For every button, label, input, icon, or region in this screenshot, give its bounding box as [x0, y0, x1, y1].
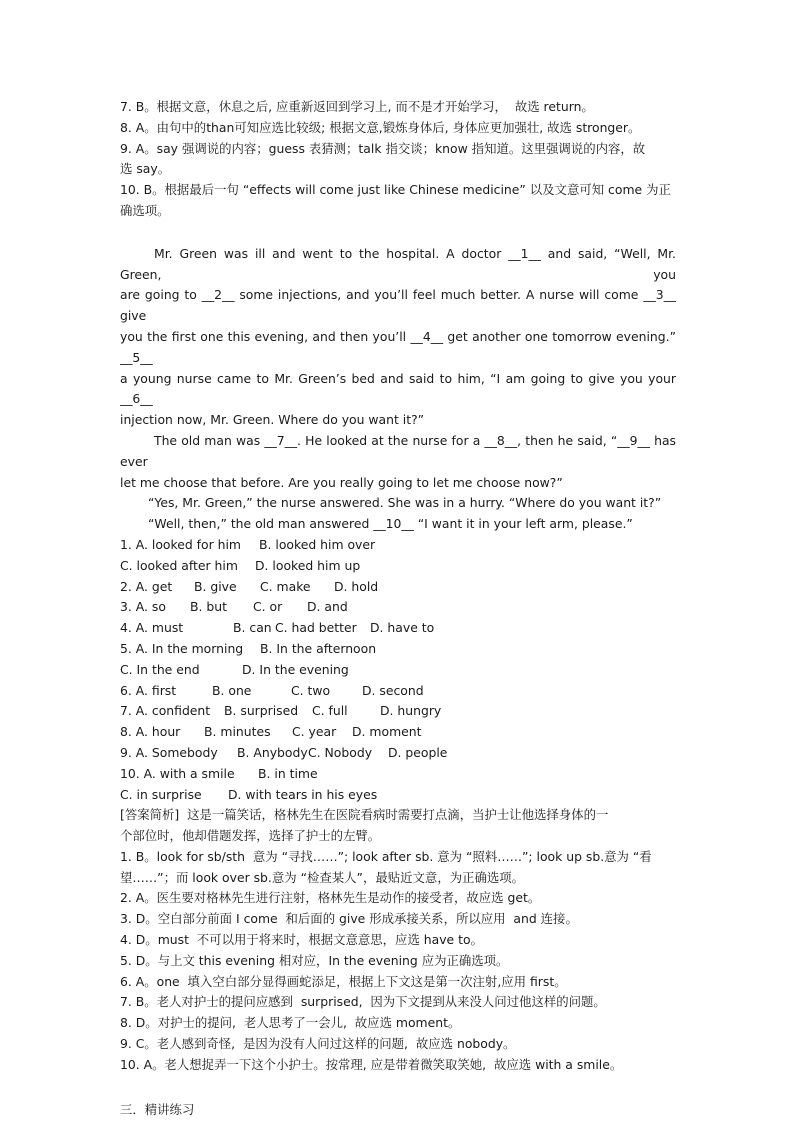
passage-line: The old man was __7__. He looked at the nurse for a __8__, then he said, “__9__ has ever [120, 432, 676, 469]
answer-line: 8. A。由句中的than可知应选比较级; 根据文意,锻炼身体后, 身体应更加强壮, 故选 stronger。 [120, 119, 641, 135]
answer-options [120, 535, 676, 805]
option-row: 8. A. hour B. minutes C. year D. moment [120, 724, 422, 740]
analysis-line: 10. A。老人想捉弄一下这个小护士。按常理, 应是带着微笑取笑她, 故应选 with a smile。 [120, 1056, 623, 1072]
analysis-line: 6. A。one 填入空白部分显得画蛇添足，根据上下文这是第一次注射,应用 first。 [120, 973, 567, 989]
passage-line: are going to __2__ some injections, and you’ll feel much better. A nurse will come __3__ give [120, 287, 676, 324]
analysis-line: 3. D。空白部分前面 I come 和后面的 give 形成承接关系，所以应用 and 连接。 [120, 911, 578, 927]
passage-line: injection now, Mr. Green. Where do you want it?” [120, 412, 425, 428]
section-heading: 三．精讲练习 [120, 1101, 195, 1117]
analysis-line: 1. B。look for sb/sth 意为 “寻找……”; look after sb. 意为 “照料……”; look up sb.意为 “看 [120, 848, 652, 864]
answer-line: 9. A。say 强调说的内容；guess 表猜测；talk 指交谈；know 指知道。这里强调说的内容，故 [120, 140, 646, 156]
analysis-line: 8. D。对护士的提问, 老人思考了一会儿, 故应选 moment。 [120, 1015, 461, 1031]
option-row: 1. A. looked for him B. looked him over [120, 536, 376, 552]
option-row: 6. A. first B. one C. two D. second [120, 682, 424, 698]
previous-answers [120, 97, 676, 222]
analysis-line: 5. D。与上文 this evening 相对应，In the evening 应为正确选项。 [120, 952, 509, 968]
option-row: 9. A. Somebody B. AnybodyC. Nobody D. people [120, 744, 448, 760]
passage-line: “Yes, Mr. Green,” the nurse answered. She was in a hurry. “Where do you want it?” [148, 495, 662, 511]
analysis-line: 9. C。老人感到奇怪, 是因为没有人问过这样的问题, 故应选 nobody。 [120, 1036, 516, 1052]
option-row: C. In the end D. In the evening [120, 661, 349, 677]
cloze-passage [120, 244, 676, 535]
option-row: 2. A. get B. give C. make D. hold [120, 578, 379, 594]
passage-line: let me choose that before. Are you really going to let me choose now?” [120, 474, 563, 490]
analysis-line: 4. D。must 不可以用于将来时，根据文意意思，应选 have to。 [120, 932, 483, 948]
passage-line: a young nurse came to Mr. Green’s bed and said to him, “I am going to give you your __6__ [120, 370, 676, 407]
analysis-line: [答案简析] 这是一篇笑话，格林先生在医院看病时需要打点滴，当护士让他选择身体的一 [120, 807, 609, 823]
option-row: 4. A. must B. can C. had better D. have to [120, 620, 435, 636]
answer-line: 确选项。 [120, 202, 170, 218]
answer-analysis [120, 805, 676, 1075]
option-row: C. looked after him D. looked him up [120, 557, 361, 573]
answer-line: 选 say。 [120, 161, 171, 177]
option-row: C. in surprise D. with tears in his eyes [120, 786, 378, 802]
analysis-line: 7. B。老人对护士的提问应感到 surprised, 因为下文提到从来没人问过他这样的问题。 [120, 994, 606, 1010]
passage-line: Mr. Green was ill and went to the hospital. A doctor __1__ and said, “Well, Mr. Green, you [120, 245, 676, 282]
answer-line: 10. B。根据最后一句 “effects will come just like Chinese medicine” 以及文意可知 come 为正 [120, 182, 671, 198]
passage-line: “Well, then,” the old man answered __10__ “I want it in your left arm, please.” [148, 516, 633, 532]
analysis-line: 望……”；而 look over sb.意为 “检查某人”，最贴近文意，为正确选项。 [120, 869, 525, 885]
analysis-line: 个部位时，他却借题发挥，选择了护士的左臂。 [120, 828, 381, 844]
option-row: 3. A. so B. but C. or D. and [120, 599, 348, 615]
answer-line: 7. B。根据文意，休息之后, 应重新返回到学习上, 而不是才开始学习， 故选 return。 [120, 99, 594, 114]
option-row: 10. A. with a smile B. in time [120, 765, 318, 781]
option-row: 7. A. confident B. surprised C. full D. hungry [120, 703, 442, 719]
analysis-line: 2. A。医生要对格林先生进行注射，格林先生是动作的接受者，故应选 get。 [120, 890, 541, 906]
option-row: 5. A. In the morning B. In the afternoon [120, 640, 377, 656]
passage-line: you the first one this evening, and then you’ll __4__ get another one tomorrow evening.” __5__ [120, 328, 676, 365]
